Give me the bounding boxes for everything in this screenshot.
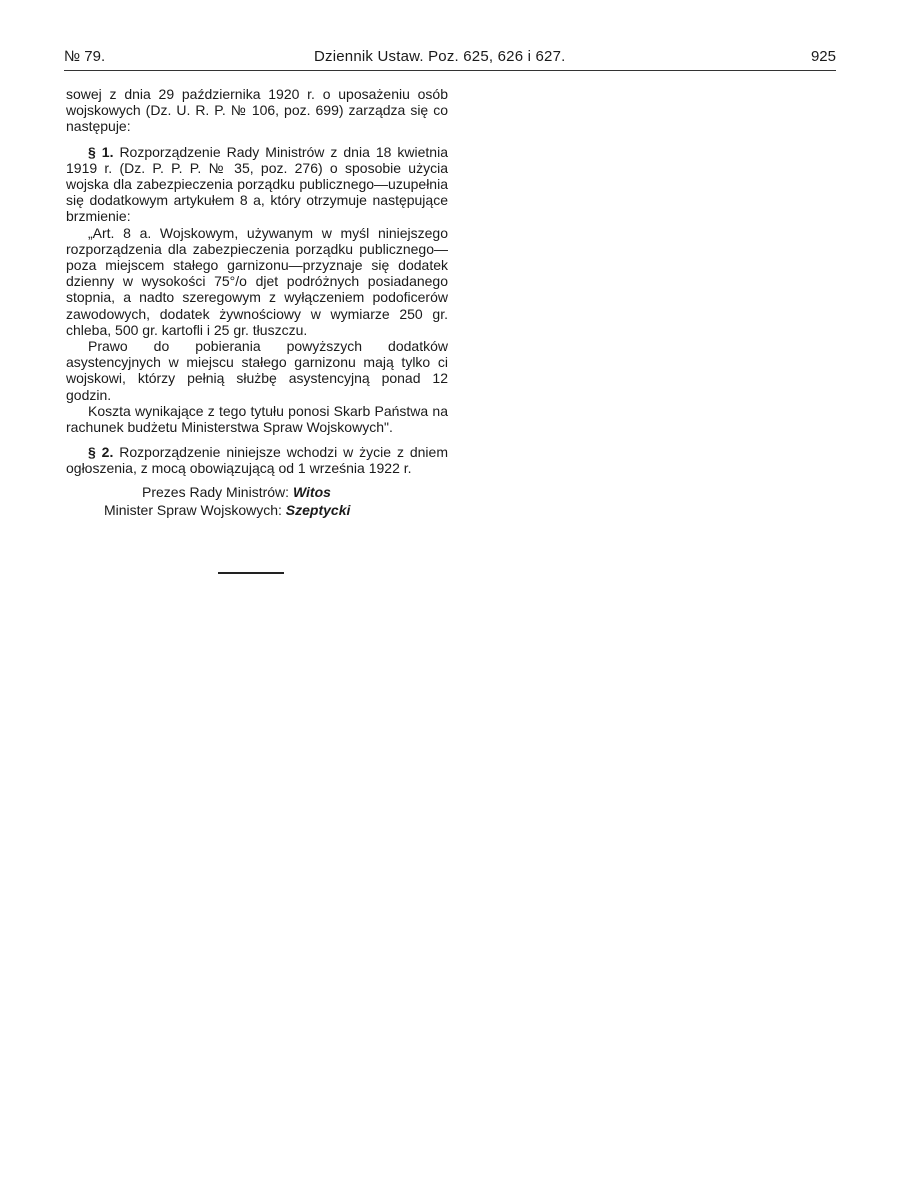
- signature-block: [66, 483, 448, 519]
- costs-paragraph: Koszta wynikające z tego tytułu ponosi Skarb Państwa na rachunek budżetu Ministerstwa Spraw Wojskowych".: [66, 402, 448, 436]
- prime-minister-name: Witos: [292, 483, 331, 500]
- signature-minister: [66, 501, 448, 519]
- issue-number: № 79.: [64, 48, 106, 65]
- journal-title: Dziennik Ustaw. Poz. 625, 626 i 627.: [314, 48, 566, 65]
- header-rule: [64, 70, 836, 71]
- section-2-paragraph: [66, 444, 448, 476]
- end-rule: [218, 572, 284, 574]
- section-1-text: Rozporządzenie Rady Ministrów z dnia 18 kwietnia 1919 r. (Dz. P. P. P. № 35, poz. 276) o sposobie użycia wojska dla zabezpieczenia porządku publicznego—uzupełnia się dodatkowym artykułem 8 a, który otrzymuje następujące brzmienie:: [66, 143, 448, 225]
- minister-title: Minister Spraw Wojskowych:: [104, 501, 282, 518]
- text-column: [66, 86, 448, 519]
- section-2-mark: § 2.: [88, 444, 114, 461]
- entitlement-paragraph: Prawo do pobierania powyższych dodatków asystencyjnych w miejscu stałego garnizonu mają tylko ci wojskowi, którzy pełnią służbę asystencyjną ponad 12 godzin.: [66, 338, 448, 403]
- section-1-paragraph: [66, 144, 448, 225]
- signature-prime-minister: [66, 483, 448, 501]
- section-1-mark: § 1.: [88, 143, 114, 160]
- page-number: 925: [810, 48, 836, 65]
- intro-paragraph: sowej z dnia 29 października 1920 r. o uposażeniu osób wojskowych (Dz. U. R. P. № 106, poz. 699) zarządza się co następuje:: [66, 86, 448, 135]
- article-8a-paragraph: „Art. 8 a. Wojskowym, używanym w myśl niniejszego rozporządzenia dla zabezpieczenia porządku publicznego—poza miejscem stałego garnizonu—przyznaje się dodatek dzienny w wysokości 75°/o djet podróżnych posiadanego stopnia, a nadto szeregowym z wyłączeniem podoficerów zawodowych, dodatek żywnościowy w wymiarze 250 gr. chleba, 500 gr. kartofli i 25 gr. tłuszczu.: [66, 224, 448, 338]
- section-2-text: Rozporządzenie niniejsze wchodzi w życie z dniem ogłoszenia, z mocą obowiązującą od 1 września 1922 r.: [66, 444, 448, 477]
- minister-name: Szeptycki: [285, 501, 351, 518]
- prime-minister-title: Prezes Rady Ministrów:: [142, 483, 290, 500]
- page-header: [64, 46, 836, 70]
